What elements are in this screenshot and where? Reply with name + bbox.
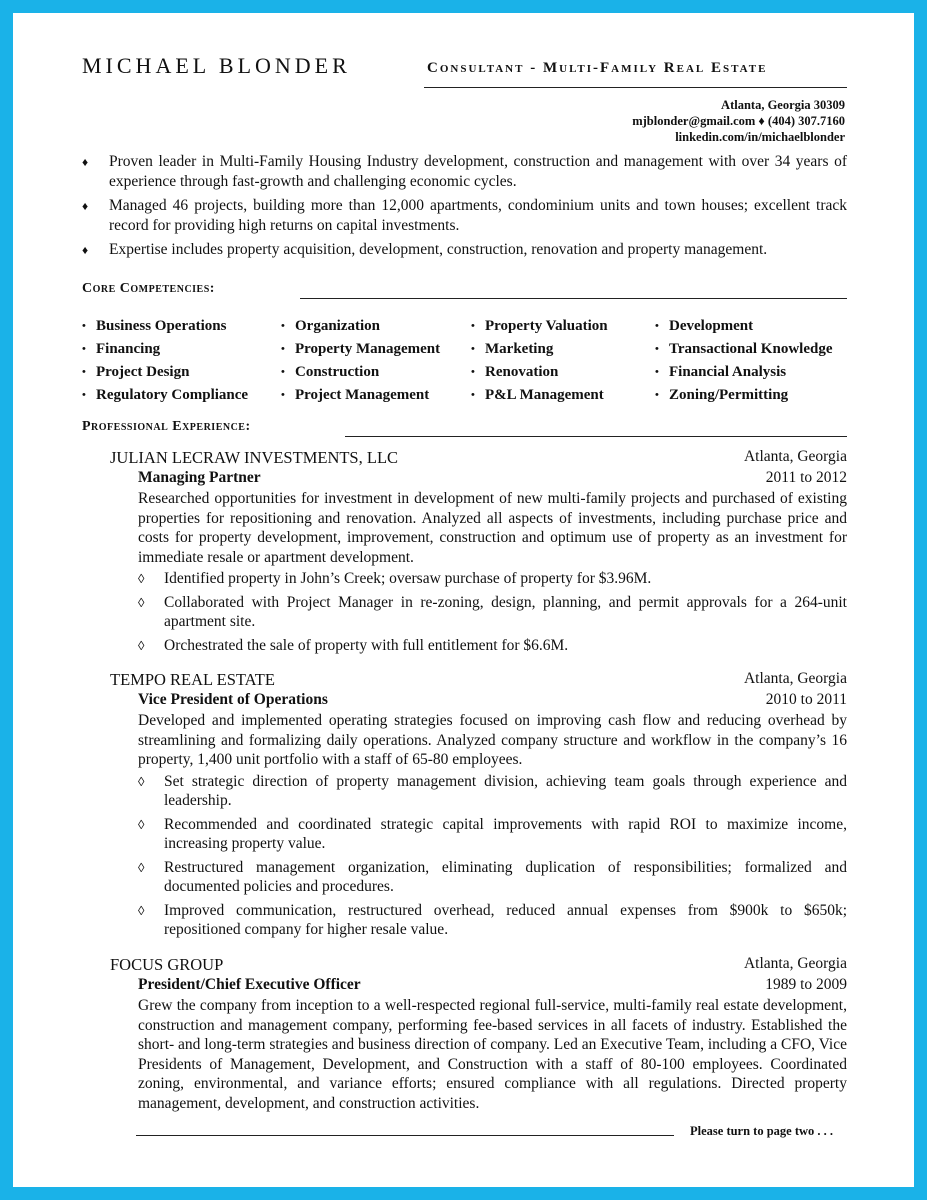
job-header [110,448,847,469]
job-dates: 2011 to 2012 [765,469,847,486]
competency-item: • P&L Management [471,384,608,407]
diamond-outline-icon: ◊ [138,637,145,653]
bullet-icon: • [82,389,86,401]
company-name: TEMPO REAL ESTATE [110,670,275,689]
job-entry [110,955,847,1113]
bullet-icon: • [471,366,475,378]
diamond-outline-icon: ◊ [138,816,145,832]
diamond-outline-icon: ◊ [138,773,145,789]
accomplishment-item: ◊ Improved communication, restructured overhead, reduced annual expenses from $900k to $650k; repositioned company for higher resale value. [138,901,847,938]
diamond-outline-icon: ◊ [138,594,145,610]
competencies-heading: Core Competencies: [82,281,215,296]
competency-item: • Marketing [471,338,608,361]
diamond-bullet-icon: ♦ [82,199,89,213]
bullet-icon: • [281,320,285,332]
job-role: Managing Partner [138,469,261,486]
summary-item: ♦ Expertise includes property acquisition, development, construction, renovation and property management. [82,241,768,258]
job-accomplishments [138,772,847,940]
job-role-row [138,469,847,489]
job-role: President/Chief Executive Officer [138,976,361,993]
bullet-icon: • [655,389,659,401]
job-role-row [138,976,847,996]
accomplishment-item: ◊ Orchestrated the sale of property with full entitlement for $6.6M. [138,636,569,654]
accomplishment-item: ◊ Recommended and coordinated strategic capital improvements with rapid ROI to maximize income, increasing property value. [138,815,847,852]
bullet-icon: • [281,366,285,378]
bullet-icon: • [82,343,86,355]
competency-column-3 [471,315,608,407]
bullet-icon: • [655,366,659,378]
competency-item: • Development [655,315,832,338]
contact-location: Atlanta, Georgia 30309 [721,98,845,112]
bullet-icon: • [471,320,475,332]
job-location: Atlanta, Georgia [743,448,847,465]
bullet-icon: • [281,343,285,355]
diamond-outline-icon: ◊ [138,571,145,586]
summary-list [82,152,847,264]
job-dates: 2010 to 2011 [765,691,847,708]
competency-item: • Property Management [281,338,440,361]
diamond-outline-icon: ◊ [138,902,145,918]
header-rule [424,87,847,88]
job-description: Grew the company from inception to a well-respected regional full-service, multi-family real estate development, construction and management company, performing fee-based services in all facets of industry. Established the short- and long-term strategies and business direction of company. Led an Executive Team, including a CFO, Vice Presidents of Management, Development, and Construction with a staff of 80-100 employees. Coordinated zoning, environmental, and variance efforts; ensured compliance with all regulations. Directed property management, development, and construction activities. [138,997,847,1112]
job-dates: 1989 to 2009 [765,976,847,993]
experience-rule [345,436,847,437]
accomplishment-item: ◊ Restructured management organization, eliminating duplication of responsibilities; formalized and documented policies and procedures. [138,858,847,895]
job-location: Atlanta, Georgia [743,670,847,687]
competency-item: • Regulatory Compliance [82,384,248,407]
job-description: Researched opportunities for investment in development of new multi-family projects and purchased of existing properties for repositioning and renovation. Analyzed all aspects of investments, including purchase price and costs for property development, improvement, construction and optimum use of property as an investment for immediate resale or apartment development. [138,490,847,566]
bullet-icon: • [82,320,86,332]
summary-item: ♦ Proven leader in Multi-Family Housing Industry development, construction and management with over 34 years of experience through fast-growth and challenging economic cycles. [82,153,847,190]
competency-item: • Transactional Knowledge [655,338,832,361]
bullet-icon: • [471,389,475,401]
competency-item: • Financing [82,338,248,361]
accomplishment-item: ◊ Collaborated with Project Manager in re-zoning, design, planning, and permit approvals for a 264-unit apartment site. [138,593,847,630]
accomplishment-item: ◊ Identified property in John’s Creek; oversaw purchase of property for $3.96M. [138,570,652,587]
contact-block [632,97,845,145]
competencies-rule [300,298,847,299]
job-role-row [138,691,847,711]
diamond-bullet-icon: ♦ [82,243,89,257]
job-entry [110,448,847,659]
competency-item: • Project Design [82,361,248,384]
competency-item: • Financial Analysis [655,361,832,384]
accomplishment-item: ◊ Set strategic direction of property management division, achieving team goals through experience and leadership. [138,772,847,809]
candidate-name: MICHAEL BLONDER [82,53,351,78]
competency-item: • Construction [281,361,440,384]
job-header [110,955,847,976]
contact-linkedin[interactable]: linkedin.com/in/michaelblonder [675,130,845,144]
bullet-icon: • [82,366,86,378]
job-description: Developed and implemented operating strategies focused on improving cash flow and reducing overhead by streamlining and formalizing daily operations. Analyzed company structure and workflow in the company’s 16 property, 1,400 unit portfolio with a staff of 65-80 employees. [138,712,847,768]
bullet-icon: • [655,320,659,332]
company-name: JULIAN LECRAW INVESTMENTS, LLC [110,448,399,467]
diamond-outline-icon: ◊ [138,859,145,875]
competency-item: • Renovation [471,361,608,384]
competency-item: • Zoning/Permitting [655,384,832,407]
competency-column-2 [281,315,440,407]
competency-item: • Project Management [281,384,440,407]
bullet-icon: • [655,343,659,355]
bullet-icon: • [281,389,285,401]
competency-item: • Organization [281,315,440,338]
competency-column-4 [655,315,832,407]
contact-email-phone: mjblonder@gmail.com ♦ (404) 307.7160 [632,114,845,128]
job-accomplishments [138,569,847,655]
job-header [110,670,847,691]
summary-item: ♦ Managed 46 projects, building more than 12,000 apartments, condominium units and town houses; excellent track record for providing high returns on capital investments. [82,197,847,234]
company-name: FOCUS GROUP [110,955,224,974]
job-entry [110,670,847,944]
continue-note: Please turn to page two . . . [690,1124,834,1138]
competency-item: • Property Valuation [471,315,608,338]
candidate-title: Consultant - Multi-Family Real Estate [427,60,768,76]
job-role: Vice President of Operations [138,691,328,708]
experience-heading: Professional Experience: [82,419,251,434]
footer-rule [136,1135,674,1136]
diamond-bullet-icon: ♦ [82,155,89,169]
bullet-icon: • [471,343,475,355]
competency-item: • Business Operations [82,315,248,338]
competency-column-1 [82,315,248,407]
job-location: Atlanta, Georgia [743,955,847,972]
